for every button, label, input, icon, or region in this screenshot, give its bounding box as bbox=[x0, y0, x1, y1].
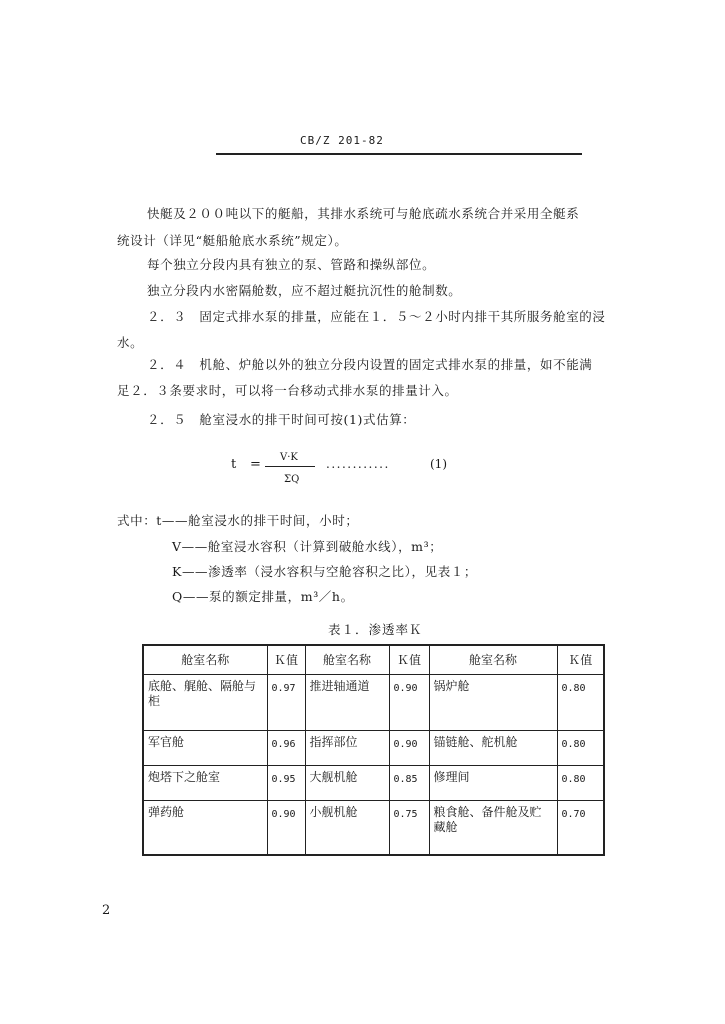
table-row bbox=[143, 766, 604, 801]
formula-lhs: t bbox=[231, 457, 237, 472]
k-value: 0.80 bbox=[557, 731, 604, 766]
column-header: 舱室名称 bbox=[305, 645, 389, 675]
clause-2-4-cont: 足２．３条要求时，可以将一台移动式排水泵的排量计入。 bbox=[117, 383, 458, 398]
formula-denominator: ΣQ bbox=[284, 474, 300, 485]
where-line: 式中：t——舱室浸水的排干时间，小时； bbox=[117, 513, 359, 528]
table-row bbox=[143, 801, 604, 856]
compartment-name: 锅炉舱 bbox=[429, 675, 557, 731]
table-row bbox=[143, 675, 604, 731]
k-value: 0.90 bbox=[267, 801, 305, 856]
clause-2-5: ２．５ 舱室浸水的排干时间可按(1)式估算： bbox=[147, 412, 416, 427]
compartment-name: 弹药舱 bbox=[143, 801, 267, 856]
where-line: Q——泵的额定排量，m³／h。 bbox=[172, 589, 354, 604]
where-line: K——渗透率（浸水容积与空舱容积之比），见表１； bbox=[172, 564, 477, 579]
where-line: V——舱室浸水容积（计算到破舱水线），m³； bbox=[172, 539, 443, 554]
formula-equals: = bbox=[250, 457, 261, 472]
k-value: 0.80 bbox=[557, 675, 604, 731]
k-value: 0.90 bbox=[389, 675, 429, 731]
k-value: 0.85 bbox=[389, 766, 429, 801]
k-value: 0.90 bbox=[389, 731, 429, 766]
paragraph-line: 快艇及２００吨以下的艇船，其排水系统可与舱底疏水系统合并采用全艇系 bbox=[147, 206, 580, 221]
k-value: 0.96 bbox=[267, 731, 305, 766]
compartment-name: 小舰机舱 bbox=[305, 801, 389, 856]
formula-number: (1) bbox=[430, 457, 447, 471]
paragraph-line: 独立分段内水密隔舱数，应不超过艇抗沉性的舱制数。 bbox=[147, 283, 462, 298]
column-header: Ｋ值 bbox=[557, 645, 604, 675]
compartment-name: 粮食舱、备件舱及贮藏舱 bbox=[429, 801, 557, 856]
fraction-bar bbox=[265, 466, 315, 467]
paragraph-line: 每个独立分段内具有独立的泵、管路和操纵部位。 bbox=[147, 257, 436, 272]
clause-2-3: ２．３ 固定式排水泵的排量，应能在１．５～２小时内排干其所服务舱室的浸 bbox=[147, 309, 606, 324]
compartment-name: 锚链舱、舵机舱 bbox=[429, 731, 557, 766]
k-value: 0.95 bbox=[267, 766, 305, 801]
k-value: 0.75 bbox=[389, 801, 429, 856]
column-header: Ｋ值 bbox=[267, 645, 305, 675]
compartment-name: 大舰机舱 bbox=[305, 766, 389, 801]
k-value: 0.80 bbox=[557, 766, 604, 801]
page-number: 2 bbox=[102, 903, 111, 918]
paragraph-line: 统设计（详见“艇船舱底水系统”规定）。 bbox=[117, 233, 348, 248]
compartment-name: 军官舱 bbox=[143, 731, 267, 766]
standard-code-header: CB/Z 201-82 bbox=[300, 134, 384, 147]
formula-numerator: V·K bbox=[280, 452, 298, 463]
formula-leader-dots: ............ bbox=[326, 457, 390, 471]
column-header: 舱室名称 bbox=[429, 645, 557, 675]
compartment-name: 炮塔下之舱室 bbox=[143, 766, 267, 801]
header-rule bbox=[216, 153, 582, 155]
clause-2-3-cont: 水。 bbox=[117, 335, 144, 350]
table-row bbox=[143, 731, 604, 766]
compartment-name: 推进轴通道 bbox=[305, 675, 389, 731]
compartment-name: 修理间 bbox=[429, 766, 557, 801]
compartment-name: 指挥部位 bbox=[305, 731, 389, 766]
column-header: Ｋ值 bbox=[389, 645, 429, 675]
permeability-table bbox=[142, 644, 605, 856]
k-value: 0.97 bbox=[267, 675, 305, 731]
table-caption: 表１．渗透率Ｋ bbox=[328, 622, 423, 637]
table-header-row bbox=[143, 645, 604, 675]
column-header: 舱室名称 bbox=[143, 645, 267, 675]
compartment-name: 底舱、艉舱、隔舱与柜 bbox=[143, 675, 267, 731]
k-value: 0.70 bbox=[557, 801, 604, 856]
clause-2-4: ２．４ 机舱、炉舱以外的独立分段内设置的固定式排水泵的排量，如不能满 bbox=[147, 357, 593, 372]
